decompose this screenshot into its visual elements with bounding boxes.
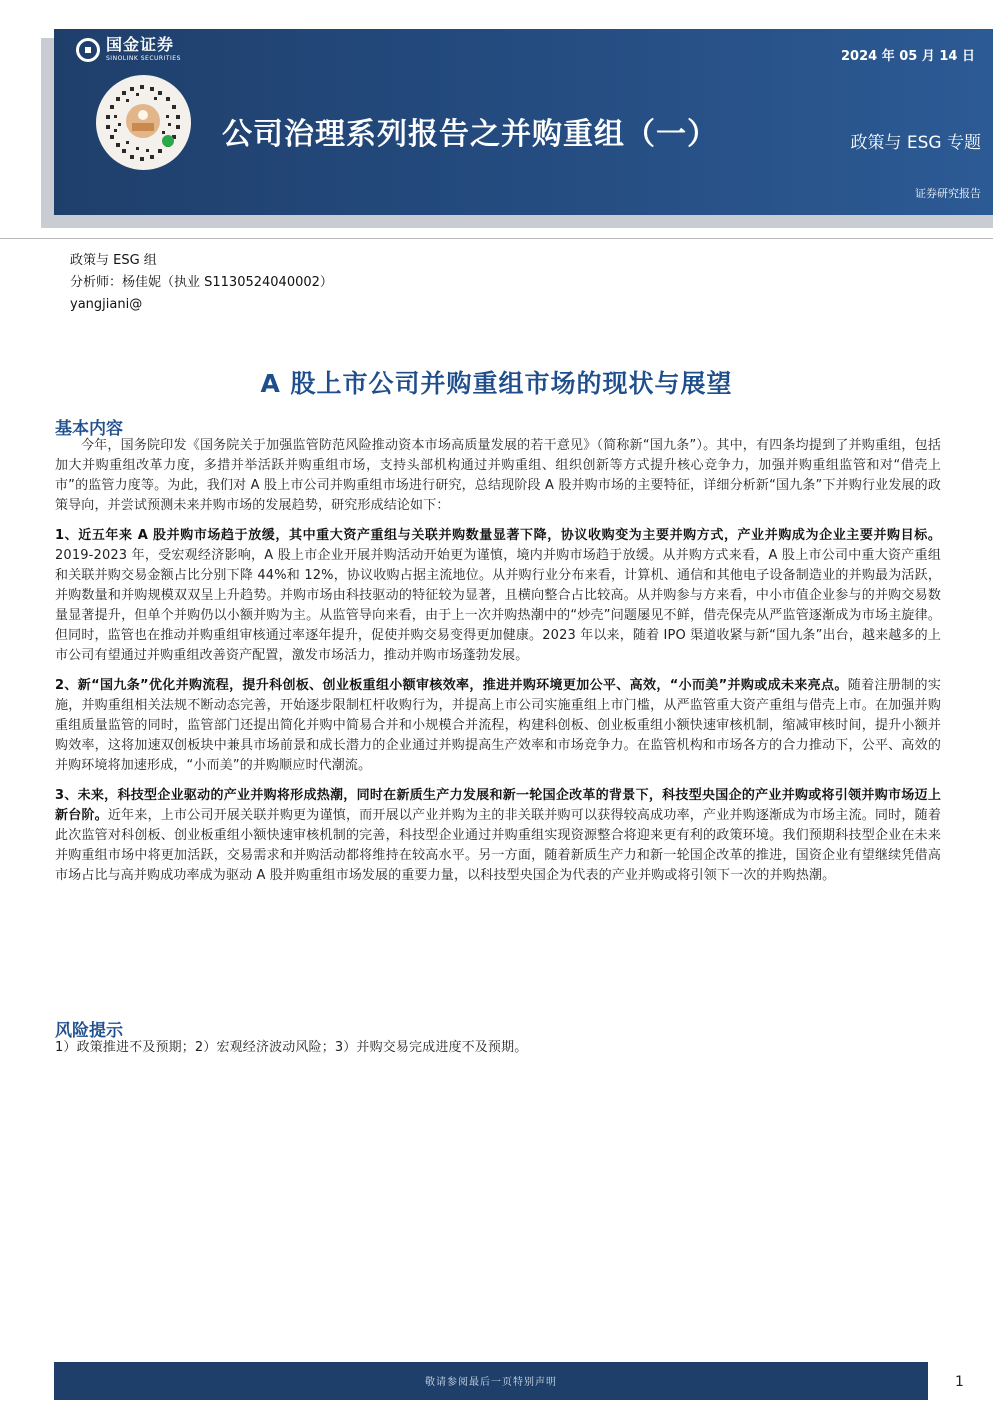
page-number: 1	[955, 1374, 964, 1390]
analyst-name: 分析师：杨佳妮（执业 S1130524040002）	[70, 275, 333, 290]
header-divider	[0, 238, 993, 239]
report-category: 政策与 ESG 专题	[850, 133, 981, 153]
logo-name-cn: 国金证券	[106, 35, 175, 54]
report-body	[55, 436, 941, 886]
analyst-info	[70, 250, 333, 316]
conclusion-2	[55, 676, 941, 776]
conclusion-3-text: 近年来，上市公司开展关联并购更为谨慎，而开展以产业并购为主的非关联并购可以获得较高成功率，产业并购逐渐成为市场主流。同时，随着此次监管对科创板、创业板重组小额快速审核机制的完善，科技型企业通过并购重组实现资源整合将迎来更有利的政策环境。我们预期科技型企业在未来并购重组市场中将更加活跃，交易需求和并购活动都将维持在较高水平。另一方面，随着新质生产力和新一轮国企改革的推进，国资企业有望继续凭借高市场占比与高并购成功率成为驱动 A 股并购重组市场发展的重要力量，以科技型央国企为代表的产业并购或将引领下一次的并购热潮。	[55, 808, 941, 883]
intro-paragraph: 今年，国务院印发《国务院关于加强监管防范风险推动资本市场高质量发展的若干意见》（简称新“国九条”）。其中，有四条均提到了并购重组，包括加大并购重组改革力度，多措并举活跃并购重组市场，支持头部机构通过并购重组、组织创新等方式提升核心竞争力，加强并购重组监管和对“借壳上市”的监管力度等。为此，我们对 A 股上市公司并购重组市场进行研究，总结现阶段 A 股并购市场的主要特征，详细分析新“国九条”下并购行业发展的政策导向，并尝试预测未来并购市场的发展趋势，研究形成结论如下：	[55, 438, 941, 513]
report-type: 证券研究报告	[915, 187, 981, 200]
qr-code-icon	[96, 75, 191, 170]
conclusion-1-text: 2019-2023 年，受宏观经济影响，A 股上市企业开展并购活动开始更为谨慎，境内并购市场趋于放缓。从并购方式来看，A 股上市公司中重大资产重组和关联并购交易金额占比分别下降 44%和 12%，协议收购占据主流地位。从并购行业分布来看，计算机、通信和其他电子设备制造业的并购最为活跃，并购数量和并购规模双双呈上升趋势。并购市场由科技驱动的特征较为显著，且横向整合占比较高。从并购参与方来看，中小市值企业参与的并购交易数量显著提升，但单个并购仍以小额并购为主。从监管导向来看，由于上一次并购热潮中的“炒壳”问题屡见不鲜，借壳保壳从严监管逐渐成为市场主旋律。但同时，监管也在推动并购重组审核通过率逐年提升，促使并购交易变得更加健康。2023 年以来，随着 IPO 渠道收紧与新“国九条”出台，越来越多的上市公司有望通过并购重组改善资产配置，激发市场活力，推动并购市场蓬勃发展。	[55, 548, 941, 663]
risk-heading: 风险提示	[55, 1021, 123, 1041]
conclusion-3	[55, 786, 941, 886]
conclusion-1	[55, 526, 941, 666]
company-logo	[76, 37, 181, 62]
logo-name-en: SINOLINK SECURITIES	[106, 55, 181, 62]
conclusion-2-text: 随着注册制的实施，并购重组相关法规不断动态完善，开始逐步限制杠杆收购行为，并提高上市公司实施重组上市门槛，从严监管重大资产重组与借壳上市。在加强并购重组质量监管的同时，监管部门还提出简化并购中简易合并和小规模合并流程，构建科创板、创业板重组小额快速审核机制，缩减审核时间，提升小额并购效率，这将加速双创板块中兼具市场前景和成长潜力的企业通过并购提高生产效率和市场竞争力。在监管机构和市场各方的合力推动下，公平、高效的并购环境将加速形成，“小而美”的并购顺应时代潮流。	[55, 678, 941, 773]
risk-text: 1）政策推进不及预期；2）宏观经济波动风险；3）并购交易完成进度不及预期。	[55, 1040, 528, 1055]
conclusion-3-heading: 3、未来，科技型企业驱动的产业并购将形成热潮，同时在新质生产力发展和新一轮国企改革的背景下，科技型央国企的产业并购或将引领并购市场迈上新台阶。	[55, 788, 941, 823]
basic-content-heading: 基本内容	[55, 419, 123, 439]
conclusion-2-heading: 2、新“国九条”优化并购流程，提升科创板、创业板重组小额审核效率，推进并购环境更加公平、高效，“小而美”并购或成未来亮点。	[55, 678, 848, 693]
report-date: 2024 年 05 月 14 日	[841, 49, 975, 64]
conclusion-1-heading: 1、近五年来 A 股并购市场趋于放缓，其中重大资产重组与关联并购数量显著下降，协议收购变为主要并购方式，产业并购成为企业主要并购目标。	[55, 528, 941, 543]
footer-bar	[54, 1362, 928, 1400]
footer-disclaimer[interactable]: 敬请参阅最后一页特别声明	[425, 1377, 557, 1388]
research-group: 政策与 ESG 组	[70, 253, 157, 268]
analyst-email[interactable]: yangjiani@	[70, 297, 143, 312]
logo-icon	[76, 38, 100, 62]
report-header	[54, 29, 993, 215]
report-series-title: 公司治理系列报告之并购重组（一）	[222, 117, 718, 152]
page-title: A 股上市公司并购重组市场的现状与展望	[260, 369, 733, 398]
